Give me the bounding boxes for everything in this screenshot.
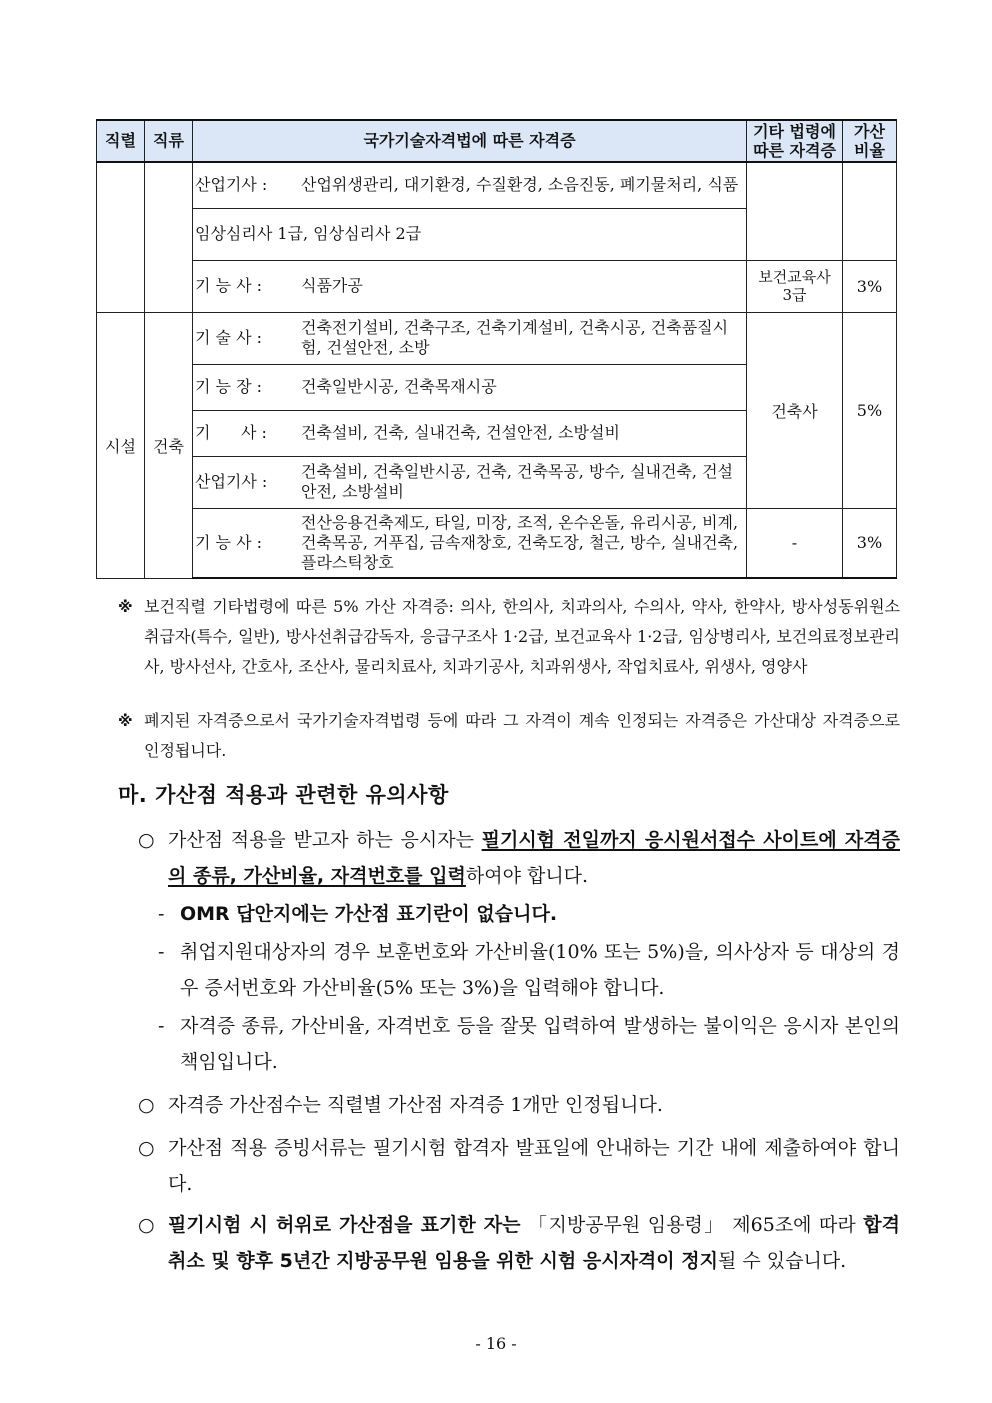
sub-item-responsibility: - 자격증 종류, 가산비율, 자격번호 등을 잘못 입력하여 발생하는 불이익은 응시자 본인의 책임입니다. bbox=[158, 1008, 900, 1080]
rate-cell: 3% bbox=[843, 508, 897, 578]
qualification-cell: 산업기사 : 건축설비, 건축일반시공, 건축, 건축목공, 방수, 실내건축, 건설안전, 소방설비 bbox=[193, 456, 747, 508]
series-cell-empty bbox=[97, 162, 145, 312]
note-abolished-qualification: ※ 폐지된 자격증으로서 국가기술자격법령 등에 따라 그 자격이 계속 인정되는 자격증은 가산대상 자격증으로 인정됩니다. bbox=[118, 706, 900, 766]
qualification-cell: 임상심리사 1급, 임상심리사 2급 bbox=[193, 208, 747, 260]
table-header-row bbox=[97, 120, 897, 162]
qualification-cell: 기 술 사 : 건축전기설비, 건축구조, 건축기계설비, 건축시공, 건축품질시험, 건설안전, 소방 bbox=[193, 312, 747, 364]
dash-bullet: - bbox=[158, 903, 165, 925]
qualification-cell: 기 능 사 : 전산응용건축제도, 타일, 미장, 조적, 온수온돌, 유리시공, 비계, 건축목공, 거푸집, 금속재창호, 건축도장, 철근, 방수, 실내건축, 플라스틱창호 bbox=[193, 508, 747, 578]
circle-bullet-icon: ○ bbox=[138, 1094, 155, 1116]
note-health-other-law: ※ 보건직렬 기타법령에 따른 5% 가산 자격증: 의사, 한의사, 치과의사, 수의사, 약사, 한약사, 방사성동위원소취급자(특수, 일반), 방사선취급감독자, 응급구조사 1·2급, 보건교육사 1·2급, 임상병리사, 보건의료정보관리사, 방사선사, 간호사, 조산사, 물리치료사, 치과기공사, 치과위생사, 작업치료사, 위생사, 영양사 bbox=[118, 592, 900, 682]
table-row bbox=[97, 508, 897, 578]
table-row bbox=[97, 312, 897, 364]
section-title: 마. 가산점 적용과 관련한 유의사항 bbox=[118, 783, 449, 807]
page-number: - 16 - bbox=[475, 1334, 517, 1353]
paragraph-false-marking: ○ 필기시험 시 허위로 가산점을 표기한 자는 「지방공무원 임용령」 제65조에 따라 합격 취소 및 향후 5년간 지방공무원 임용을 위한 시험 응시자격이 정지될 수 있습니다. bbox=[138, 1207, 900, 1279]
header-other-law-qualification: 기타 법령에 따른 자격증 bbox=[747, 120, 843, 162]
circle-bullet-icon: ○ bbox=[138, 1137, 155, 1159]
other-qualification-cell bbox=[747, 162, 843, 260]
rate-cell: 3% bbox=[843, 260, 897, 312]
other-qualification-cell: 보건교육사 3급 bbox=[747, 260, 843, 312]
sub-item-omr: - OMR 답안지에는 가산점 표기란이 없습니다. bbox=[158, 896, 900, 932]
dash-bullet: - bbox=[158, 941, 165, 963]
paragraph-evidence-documents: ○ 가산점 적용 증빙서류는 필기시험 합격자 발표일에 안내하는 기간 내에 제출하여야 합니다. bbox=[138, 1130, 900, 1202]
circle-bullet-icon: ○ bbox=[138, 829, 155, 851]
dash-bullet: - bbox=[158, 1015, 165, 1037]
header-category: 직류 bbox=[145, 120, 193, 162]
other-qualification-cell: 건축사 bbox=[747, 312, 843, 508]
paragraph-bonus-input: ○ 가산점 적용을 받고자 하는 응시자는 필기시험 전일까지 응시원서접수 사이트에 자격증의 종류, 가산비율, 자격번호를 입력하여야 합니다. bbox=[138, 822, 900, 894]
header-bonus-rate: 가산 비율 bbox=[843, 120, 897, 162]
paragraph-one-qualification: ○ 자격증 가산점수는 직렬별 가산점 자격증 1개만 인정됩니다. bbox=[138, 1087, 900, 1123]
table-row bbox=[97, 162, 897, 208]
category-cell-empty bbox=[145, 162, 193, 312]
rate-cell bbox=[843, 162, 897, 260]
qualification-cell: 기 능 사 : 식품가공 bbox=[193, 260, 747, 312]
reference-mark-icon: ※ bbox=[118, 712, 133, 730]
header-series: 직렬 bbox=[97, 120, 145, 162]
qualification-table bbox=[96, 119, 897, 579]
category-cell: 건축 bbox=[145, 312, 193, 578]
other-qualification-cell: - bbox=[747, 508, 843, 578]
qualification-cell: 기 능 장 : 건축일반시공, 건축목재시공 bbox=[193, 364, 747, 410]
series-cell: 시설 bbox=[97, 312, 145, 578]
reference-mark-icon: ※ bbox=[118, 598, 133, 616]
qualification-cell: 기 사 : 건축설비, 건축, 실내건축, 건설안전, 소방설비 bbox=[193, 410, 747, 456]
circle-bullet-icon: ○ bbox=[138, 1214, 155, 1236]
table-row bbox=[97, 260, 897, 312]
rate-cell: 5% bbox=[843, 312, 897, 508]
header-national-qualification: 국가기술자격법에 따른 자격증 bbox=[193, 120, 747, 162]
qualification-cell: 산업기사 : 산업위생관리, 대기환경, 수질환경, 소음진동, 폐기물처리, 식품 bbox=[193, 162, 747, 208]
sub-item-veteran: - 취업지원대상자의 경우 보훈번호와 가산비율(10% 또는 5%)을, 의사상자 등 대상의 경우 증서번호와 가산비율(5% 또는 3%)을 입력해야 합니다. bbox=[158, 934, 900, 1006]
